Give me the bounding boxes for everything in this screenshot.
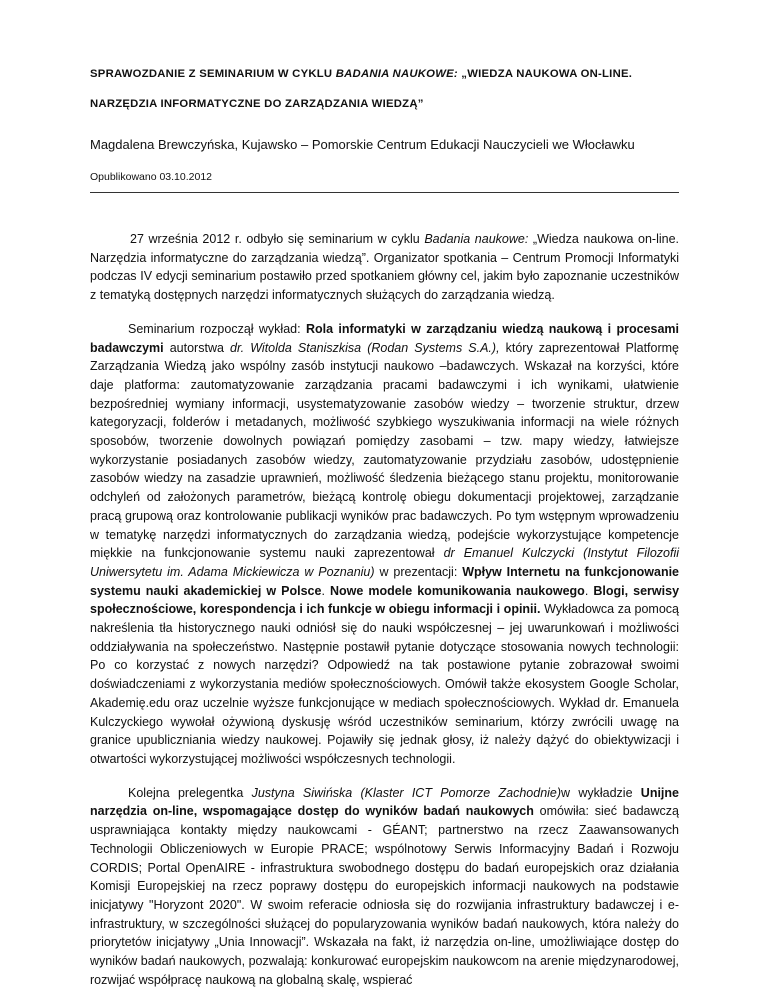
document-title-line-1 bbox=[90, 68, 679, 80]
paragraph-1: 27 września 2012 r. odbyło się seminarium w cyklu Badania naukowe: „Wiedza naukowa on-line. Narzędzia informatyczne do zarządzania wiedzą”. Organizator spotkania – Centrum Promocji Informatyki podczas IV edycji seminarium postawiło przed spotkaniem główny cel, jakim było zapoznanie uczestników z tematyką dostępnych narzędzi informatycznych służących do zarządzania wiedzą. bbox=[90, 232, 680, 303]
article-body bbox=[90, 230, 679, 1004]
paragraph-2: Seminarium rozpoczął wykład: Rola informatyki w zarządzaniu wiedzą naukową i procesami badawczymi autorstwa dr. Witolda Staniszkisa (Rodan Systems S.A.), który zaprezentował Platformę Zarządzania Wiedzą jako wspólny zasób instytucji naukowo –badawczych. Wskazał na korzyści, które daje platforma: zautomatyzowanie zarządzania pracami badawczymi i ich wynikami, ułatwienie bezpośredniej wymiany informacji, usystematyzowanie zasobów wiedzy – tworzenie struktur, drzew kategoryzacji, folderów i metadanych, możliwość szybkiego wyszukiwania informacji na wiele różnych sposobów, tworzenie dowolnych powiązań pomiędzy zasobami – tzw. mapy wiedzy, łatwiejsze wykorzystanie posiadanych zasobów wiedzy, zautomatyzowanie przydziału zasobów, udostępnienie zasobów wiedzy na zasadzie uprawnień, możliwość śledzenia bieżącego stanu projektu, monitorowanie odchyleń od założonych parametrów, bieżącą kontrolę obiegu dokumentacji projektowej, zarządzanie pracą grupową oraz kontrolowanie publikacji wyników prac badawczych. Po tym wstępnym wprowadzeniu w tematykę narzędzi informatycznych do zarządzania wiedzą, podejście wykorzystujące kompetencje miękkie na funkcjonowanie systemu nauki zaprezentował dr Emanuel Kulczycki (Instytut Filozofii Uniwersytetu im. Adama Mickiewicza w Poznaniu) w prezentacji: Wpływ Internetu na funkcjonowanie systemu nauki akademickiej w Polsce. Nowe modele komunikowania naukowego. Blogi, serwisy społecznościowe, korespondencja i ich funkcje w obiegu informacji i opinii. Wykładowca za pomocą nakreślenia tła historycznego nauki odniósł się do nauki współczesnej – jej uwarunkowań i możliwości oddziaływania na społeczeństwo. Następnie postawił pytanie dotyczące stosowania nowych technologii: Po co korzystać z nowych narzędzi? Odpowiedź na tak postawione pytanie zobrazował swoimi doświadczeniami z wykorzystania mediów społecznościowych. Omówił także ekosystem Google Scholar, Akademię.edu oraz uczelnie wyższe funkcjonujące w mediach społecznościowych. Wykład dr. Emanuela Kulczyckiego wywołał ożywioną dyskusję wśród uczestników seminarium, którzy zwrócili uwagę na granice upubliczniania wiedzy naukowej. Pojawiły się jednak głosy, iż należy dążyć do obiektywizacji i otwartości wykorzystującej możliwości współczesnych technologii. bbox=[90, 321, 680, 766]
title-text: SPRAWOZDANIE Z SEMINARIUM W CYKLU bbox=[90, 68, 336, 80]
header-divider bbox=[90, 192, 679, 193]
paragraph-3: Kolejna prelegentka Justyna Siwińska (Klaster ICT Pomorze Zachodnie)w wykładzie Unijne narzędzia on-line, wspomagające dostęp do wyników badań naukowych omówiła: sieć badawczą usprawniająca kontakty między naukowcami - GÉANT; partnerstwo na rzecz Zaawansowanych Technologii Obliczeniowych w Europie PRACE; wspólnotowy Serwis Informacyjny Badań i Rozwoju CORDIS; Portal OpenAIRE - infrastruktura swobodnego dostępu do badań europejskich oraz działania Komisji Europejskiej na rzecz poprawy dostępu do europejskich informacji naukowych na podstawie inicjatywy "Horyzont 2020". W swoim referacie odniosła się do rozwijania infrastruktury badawczej i e-infrastruktury, w szczególności służącej do popularyzowania wyników badań naukowych, która należy do priorytetów inicjatywy „Unia Innowacji”. Wskazała na fakt, iż narzędzia on-line, umożliwiające dostęp do wyników badań naukowych, pozwalają: konkurować europejskim naukowcom na arenie międzynarodowej, rozwijać współpracę naukową na globalną skalę, wspierać bbox=[90, 785, 679, 987]
document-title-line-2: NARZĘDZIA INFORMATYCZNE DO ZARZĄDZANIA WIEDZĄ” bbox=[90, 98, 424, 110]
publication-date: Opublikowano 03.10.2012 bbox=[90, 171, 213, 183]
author-line: Magdalena Brewczyńska, Kujawsko – Pomorskie Centrum Edukacji Nauczycieli we Włocławku bbox=[90, 137, 635, 152]
title-text: „WIEDZA NAUKOWA ON-LINE. bbox=[457, 68, 633, 80]
title-italic-text: BADANIA NAUKOWE: bbox=[335, 68, 458, 80]
